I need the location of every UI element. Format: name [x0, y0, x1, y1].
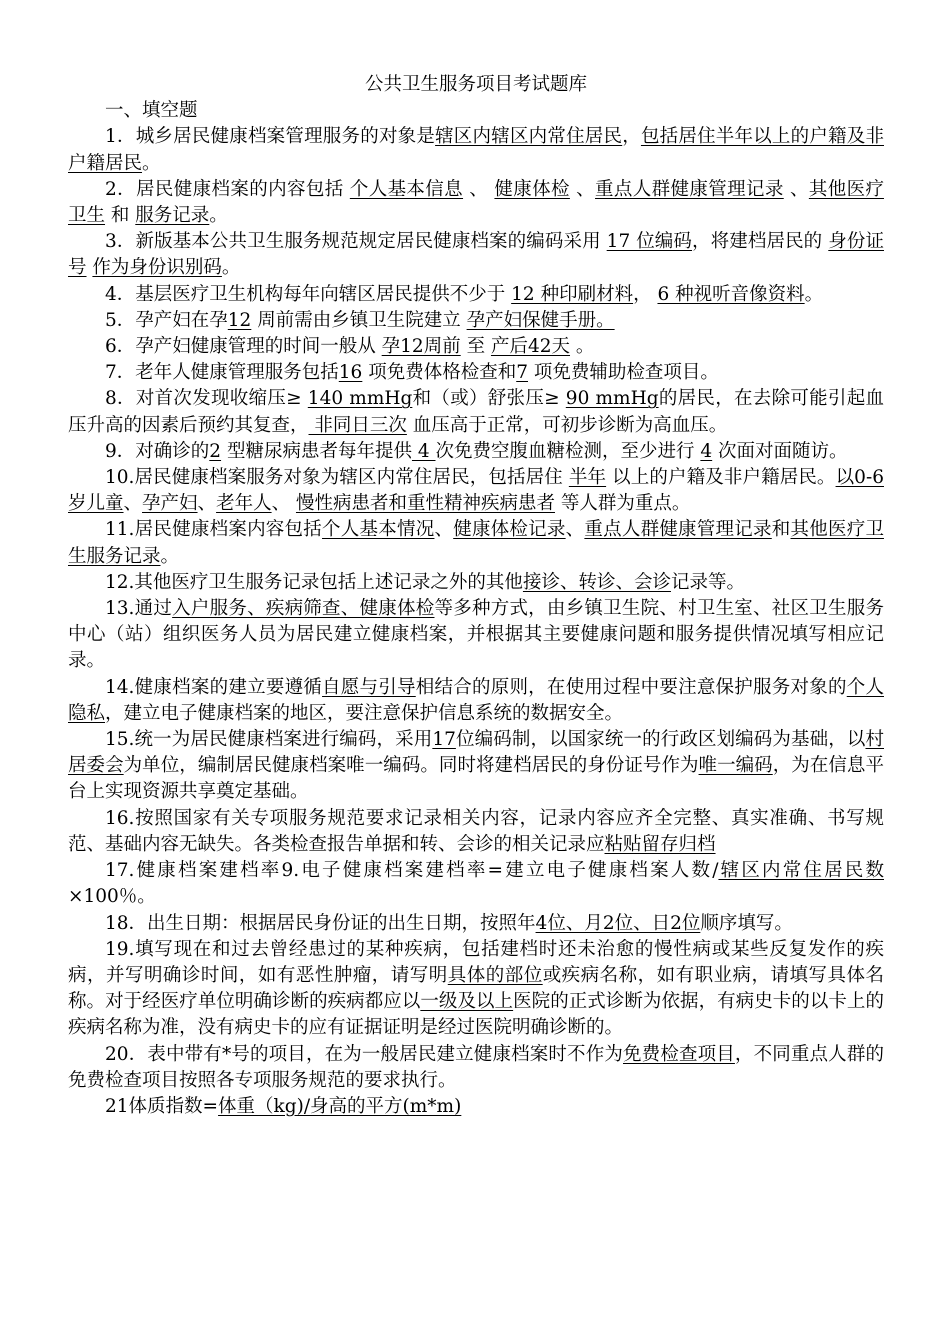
- question-text: 17.健康档案建档率9.电子健康档案建档率=建立电子健康档案人数/: [105, 860, 719, 882]
- answer-blank: 入户服务、疾病筛查、健康体检: [172, 598, 435, 620]
- answer-blank: 作为身份识别码: [92, 257, 222, 279]
- question-text: 、: [569, 178, 596, 200]
- answer-blank: 4位、月2位、日2位: [535, 912, 701, 934]
- answer-blank: 孕产妇保健手册。: [466, 309, 615, 331]
- answer-blank: 17 位编码: [606, 231, 693, 253]
- answer-blank: 4: [700, 440, 713, 462]
- answer-blank: 健康体检记录: [453, 519, 566, 541]
- question-text: 等人群为重点。: [554, 493, 691, 515]
- question-text: 和（或）舒张压≥: [412, 388, 566, 410]
- question-text: 次免费空腹血糖检测，至少进行: [435, 440, 701, 462]
- question-text: 6．孕产妇健康管理的时间一般从: [105, 336, 382, 358]
- question-text: 8．对首次发现收缩压≥: [105, 388, 308, 410]
- question-item: [68, 858, 884, 910]
- question-text: 记录等。: [670, 571, 745, 593]
- question-text: 7．老年人健康管理服务包括: [105, 362, 339, 384]
- question-text: 、: [123, 493, 143, 515]
- answer-blank: 6 种视听音像资料: [657, 283, 805, 305]
- question-text: 20．表中带有*号的项目，在为一般居民建立健康档案时不作为: [105, 1043, 624, 1065]
- question-item: [68, 1042, 884, 1094]
- answer-blank: 以0-6岁儿童: [68, 467, 884, 515]
- question-item: [68, 229, 884, 281]
- question-text: 。: [570, 336, 595, 358]
- question-text: 次面对面随访。: [712, 440, 848, 462]
- answer-blank: 一级及以上: [420, 991, 514, 1013]
- question-list: [68, 124, 884, 1120]
- question-text: 。: [160, 545, 180, 567]
- answer-blank: 重点人群健康管理记录: [584, 519, 772, 541]
- page-title: 公共卫生服务项目考试题库: [364, 74, 587, 95]
- question-text: 的居民，在去除可能引起血压升高的因素后预约其复查，: [68, 388, 884, 436]
- question-item: [68, 439, 884, 465]
- question-text: 位编码制，以国家统一的行政区划编码为基础，以: [455, 729, 866, 751]
- answer-blank: 12: [227, 309, 252, 331]
- question-text: ，建立电子健康档案的地区，要注意保护信息系统的数据安全。: [105, 702, 624, 724]
- answer-blank: 免费检查项目: [623, 1043, 735, 1065]
- question-text: 。: [209, 205, 228, 227]
- answer-blank: 17: [432, 729, 456, 751]
- question-text: 、: [434, 519, 454, 541]
- question-text: 19.填写现在和过去曾经患过的某种疾病，包括建档时还未治愈的慢性病或某些反复发作的疾病，并写明确诊时间，如有恶性肿瘤，请写明: [68, 938, 884, 986]
- question-text: 4．基层医疗卫生机构每年向辖区居民提供不少于: [105, 283, 512, 305]
- question-item: [68, 282, 884, 308]
- question-text: 。: [221, 257, 241, 279]
- question-text: 18．出生日期：根据居民身份证的出生日期，按照年: [105, 912, 536, 934]
- question-text: 和: [771, 519, 791, 541]
- answer-blank: 半年: [568, 467, 607, 489]
- question-text: 9．对确诊的: [105, 440, 210, 462]
- question-text: ，: [622, 126, 641, 148]
- question-text: 5．孕产妇在孕: [105, 309, 228, 331]
- question-text: 相结合的原则，在使用过程中要注意保护服务对象的: [415, 676, 847, 698]
- question-item: [68, 727, 884, 806]
- question-text: 或疾病名称，如有职业病，请填写具体名称。对于经医疗单位明确诊断的疾病都应以: [68, 964, 884, 1013]
- answer-blank: 辖区内辖区内常住居民: [435, 126, 623, 148]
- answer-blank: 140 mmHg: [307, 388, 413, 410]
- answer-blank: 具体的部位: [447, 964, 543, 986]
- answer-blank: 90 mmHg: [565, 388, 659, 410]
- answer-blank: 唯一编码: [698, 755, 773, 777]
- answer-blank: 16: [338, 362, 363, 384]
- question-text: 项免费体格检查和: [362, 362, 517, 384]
- answer-blank: 慢性病患者和重性精神疾病患者: [295, 493, 555, 515]
- question-text: 13.通过: [105, 598, 173, 620]
- answer-blank: 健康体检: [494, 178, 570, 200]
- question-text: 16.按照国家有关专项服务规范要求记录相关内容，记录内容应齐全完整、真实准确、书写规范、基础内容无缺失。各类检查报告单据和转、会诊的相关记录应: [68, 807, 884, 855]
- question-text: 。: [142, 152, 161, 174]
- answer-blank: 身份证号: [68, 231, 884, 279]
- answer-blank: 自愿与引导: [322, 676, 416, 698]
- question-text: 等多种方式，由乡镇卫生院、村卫生室、社区卫生服务中心（站）组织医务人员为居民建立健康档案，并根据其主要健康问题和服务提供情况填写相应记录。: [68, 598, 884, 672]
- answer-blank: 7: [516, 362, 528, 384]
- question-text: 至: [460, 336, 491, 358]
- answer-blank: 包括居住半年以上的户籍及非户籍居民: [68, 126, 884, 174]
- question-item: [68, 517, 884, 569]
- answer-blank: 非同日三次: [308, 414, 407, 436]
- question-text: 1．城乡居民健康档案管理服务的对象是: [105, 126, 436, 148]
- question-item: [68, 386, 884, 438]
- question-text: 、: [197, 493, 217, 515]
- question-text: 、: [565, 519, 585, 541]
- question-text: 。: [804, 283, 824, 305]
- question-text: 型糖尿病患者每年提供: [221, 440, 412, 462]
- answer-blank: 重点人群健康管理记录: [595, 178, 784, 200]
- question-text: ，: [633, 283, 658, 305]
- question-item: [68, 806, 884, 858]
- answer-blank: 接诊、转诊、会诊: [522, 571, 671, 593]
- question-text: ，不同重点人群的免费检查项目按照各专项服务规范的要求执行。: [68, 1043, 884, 1091]
- answer-blank: 其他医疗卫生: [68, 178, 884, 227]
- question-text: 2．居民健康档案的内容包括: [105, 178, 350, 200]
- answer-blank: 个人基本信息: [349, 178, 464, 200]
- question-text: 21体质指数=: [105, 1095, 219, 1117]
- answer-blank: 孕产妇: [142, 493, 198, 515]
- answer-blank: 粘贴留存归档: [604, 833, 716, 855]
- question-item: [68, 1094, 884, 1120]
- answer-blank: 老年人: [216, 493, 272, 515]
- answer-blank: 产后42天: [490, 336, 571, 358]
- question-item: [68, 308, 884, 334]
- question-text: 顺序填写。: [700, 912, 793, 934]
- answer-blank: 4: [411, 440, 436, 462]
- answer-blank: 辖区内常住居民数: [718, 860, 884, 882]
- question-item: [68, 675, 884, 727]
- question-text: 12.其他医疗卫生服务记录包括上述记录之外的其他: [105, 571, 523, 593]
- question-text: 3．新版基本公共卫生服务规范规定居民健康档案的编码采用: [105, 231, 607, 253]
- question-text: 14.健康档案的建立要遵循: [105, 676, 323, 698]
- question-text: ，为在信息平台上实现资源共享奠定基础。: [68, 755, 884, 803]
- question-text: 和: [105, 205, 136, 227]
- answer-blank: 服务记录: [135, 205, 210, 227]
- answer-blank: 个人基本情况: [322, 519, 435, 541]
- question-text: 、: [271, 493, 296, 515]
- question-item: [68, 465, 884, 517]
- answer-blank: 个人隐私: [68, 676, 884, 724]
- question-text: 11.居民健康档案内容包括: [105, 519, 323, 541]
- question-text: 周前需由乡镇卫生院建立: [251, 309, 467, 331]
- question-text: 项免费辅助检查项目。: [528, 362, 719, 384]
- answer-blank: 村居委会: [68, 729, 884, 777]
- question-text: 10.居民健康档案服务对象为辖区内常住居民，包括居住: [105, 467, 569, 489]
- answer-blank: 12 种印刷材料: [511, 283, 634, 305]
- question-text: ×100％。: [68, 886, 156, 908]
- answer-blank: 体重（kg)/身高的平方(m*m): [218, 1095, 462, 1117]
- question-item: [68, 177, 884, 229]
- question-text: 以上的户籍及非户籍居民。: [606, 467, 836, 489]
- question-item: [68, 937, 884, 1042]
- answer-blank: 2: [209, 440, 222, 462]
- answer-blank: 其他医疗卫生服务记录: [68, 519, 884, 567]
- question-text: 、: [463, 178, 495, 200]
- question-text: ，将建档居民的: [692, 231, 829, 253]
- section-heading: 一、填空题: [105, 100, 198, 122]
- question-item: [68, 334, 884, 360]
- question-text: 医院的正式诊断为依据，有病史卡的以卡上的疾病名称为准，没有病史卡的应有证据证明是经过医院明确诊断的。: [68, 991, 884, 1039]
- question-item: [68, 911, 884, 937]
- question-text: 、: [783, 178, 809, 200]
- question-text: 15.统一为居民健康档案进行编码，采用: [105, 729, 433, 751]
- question-item: [68, 596, 884, 675]
- question-item: [68, 570, 884, 596]
- question-item: [68, 124, 884, 176]
- question-text: 血压高于正常，可初步诊断为高血压。: [406, 414, 728, 436]
- question-text: 为单位，编制居民健康档案唯一编码。同时将建档居民的身份证号作为: [123, 755, 699, 777]
- question-item: [68, 360, 884, 386]
- answer-blank: 孕12周前: [381, 336, 461, 358]
